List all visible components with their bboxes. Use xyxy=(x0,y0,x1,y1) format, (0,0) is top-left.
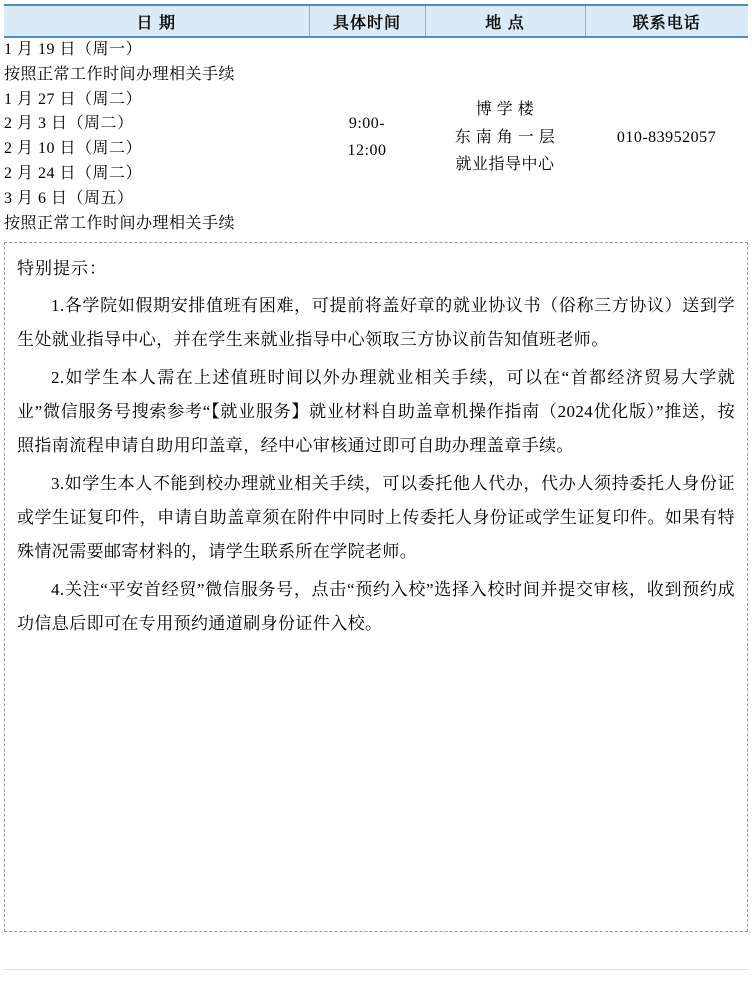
column-header-time: 具体时间 xyxy=(309,5,425,37)
place-line-2: 东 南 角 一 层 xyxy=(454,128,556,146)
note-item-3: 3.如学生本人不能到校办理就业相关手续，可以委托他人代办，代办人须持委托人身份证或学生证复印件，申请自助盖章须在附件中同时上传委托人身份证或学生证复印件。如果有特殊情况需要邮寄材料的，请学生联系所在学院老师。 xyxy=(17,473,735,561)
column-header-place: 地 点 xyxy=(425,5,585,37)
note-item-4: 4.关注“平安首经贸”微信服务号，点击“预约入校”选择入校时间并提交审核，收到预约成功信息后即可在专用预约通道刷身份证件入校。 xyxy=(17,579,735,633)
column-header-phone: 联系电话 xyxy=(585,5,748,37)
schedule-table-container xyxy=(0,0,752,236)
footer-divider xyxy=(4,969,748,986)
date-line: 1 月 27 日（周二） xyxy=(4,90,143,108)
place-cell xyxy=(425,37,585,236)
date-line: 1 月 19 日（周一） xyxy=(4,41,143,58)
place-line-3: 就业指导中心 xyxy=(455,155,555,173)
table-row xyxy=(4,37,748,88)
table-header-row xyxy=(4,5,748,37)
date-group-3 xyxy=(4,187,309,237)
notes-title: 特别提示： xyxy=(17,259,107,279)
note-item-2: 2.如学生本人需在上述值班时间以外办理就业相关手续，可以在“首都经济贸易大学就业”微信服务号搜索参考“【就业服务】就业材料自助盖章机操作指南（2024优化版）”推送，按照指南流程申请自助用印盖章，经中心审核通过即可自助办理盖章手续。 xyxy=(17,367,735,455)
date-group-2 xyxy=(4,88,309,187)
date-group-1 xyxy=(4,37,309,88)
note-item-1: 1.各学院如假期安排值班有困难，可提前将盖好章的就业协议书（俗称三方协议）送到学生处就业指导中心，并在学生来就业指导中心领取三方协议前告知值班老师。 xyxy=(17,295,735,349)
column-header-date: 日 期 xyxy=(4,5,309,37)
time-line-2: 12:00 xyxy=(347,142,387,160)
date-line: 3 月 6 日（周五） xyxy=(4,189,134,207)
time-line-1: 9:00- xyxy=(348,115,386,132)
place-line-1: 博 学 楼 xyxy=(475,101,535,119)
date-line: 2 月 10 日（周二） xyxy=(4,140,143,158)
date-line: 2 月 24 日（周二） xyxy=(4,164,143,182)
date-line: 2 月 3 日（周二） xyxy=(4,115,134,133)
special-notes-box xyxy=(4,242,748,932)
phone-cell: 010-83952057 xyxy=(616,128,717,146)
time-cell xyxy=(309,37,425,236)
date-note-line: 按照正常工作时间办理相关手续 xyxy=(4,65,236,83)
schedule-table xyxy=(4,4,748,236)
date-note-line: 按照正常工作时间办理相关手续 xyxy=(4,214,236,232)
